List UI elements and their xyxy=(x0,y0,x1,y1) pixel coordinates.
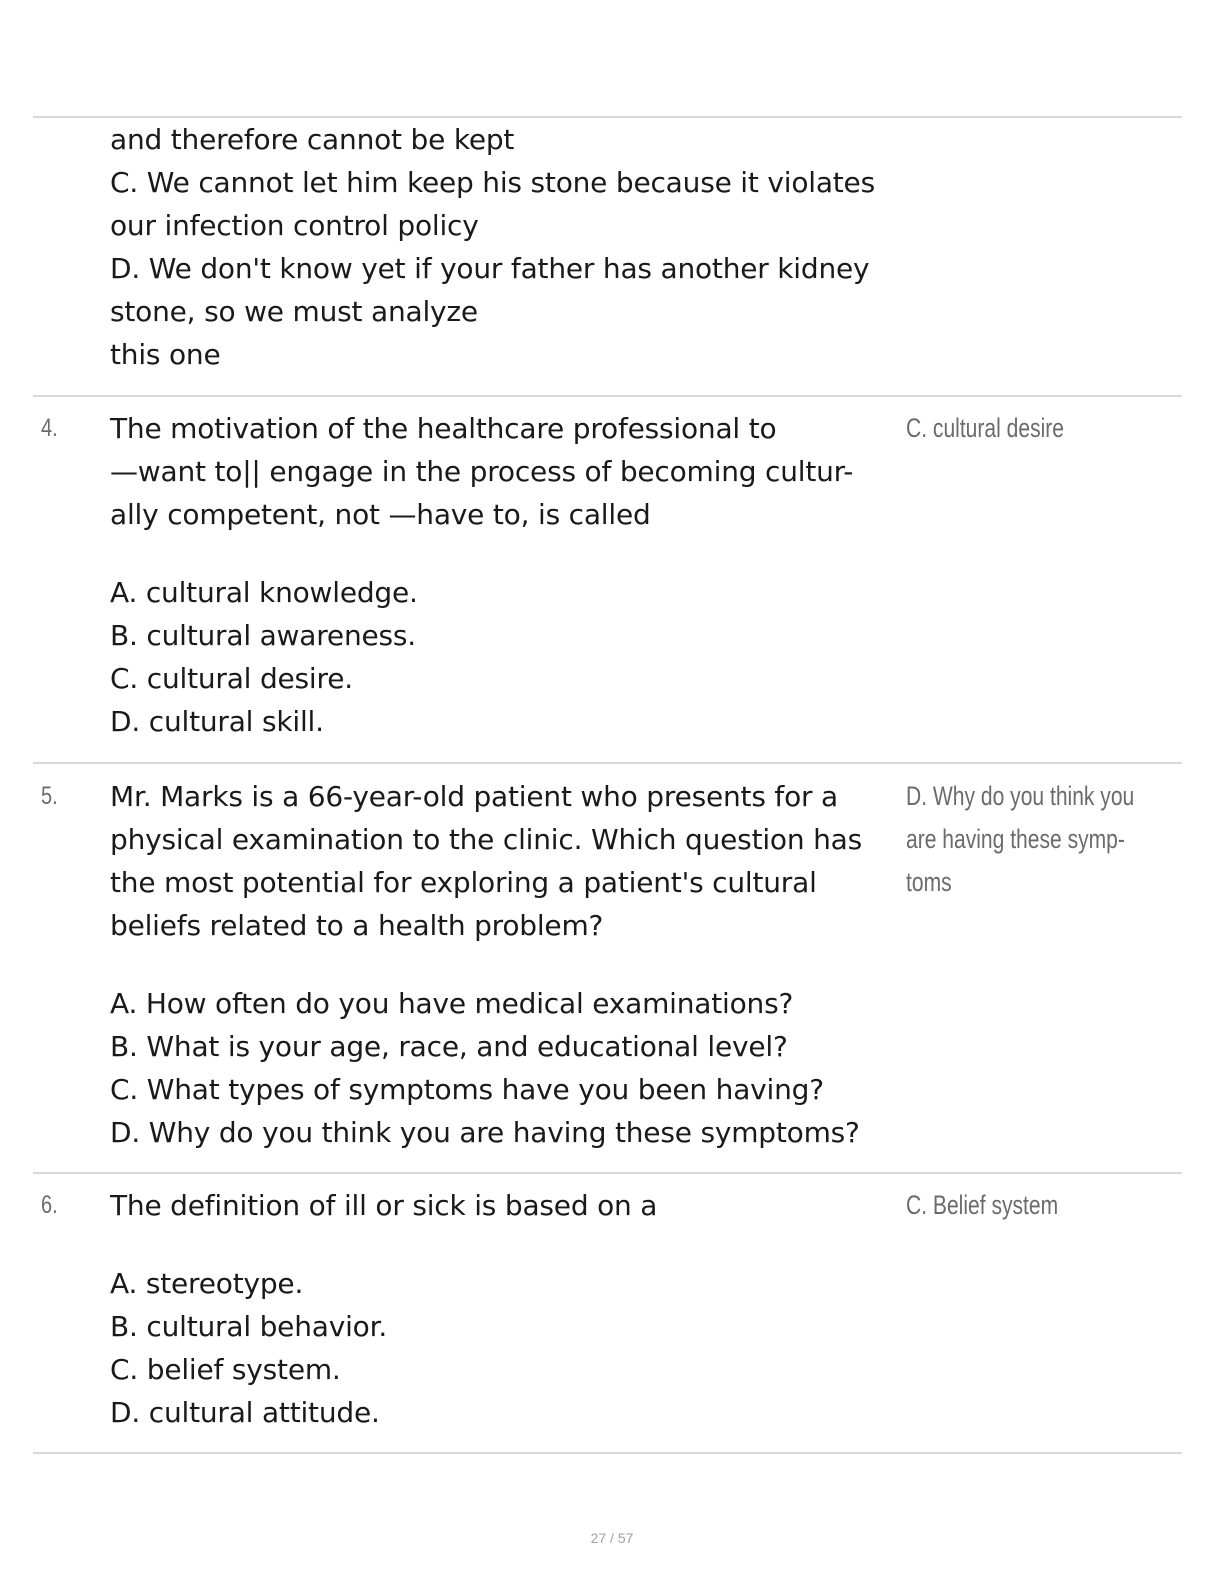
answer-line: toms xyxy=(906,867,952,897)
answer-line: C. Belief system xyxy=(906,1190,1059,1220)
option: A. stereotype. xyxy=(110,1267,304,1300)
option: B. cultural behavior. xyxy=(110,1310,388,1343)
question-number: 6. xyxy=(41,1191,58,1219)
option: B. What is your age, race, and educational level? xyxy=(110,1030,788,1063)
option: A. How often do you have medical examinations? xyxy=(110,987,794,1020)
text-line: stone, so we must analyze xyxy=(110,295,478,328)
option: D. cultural skill. xyxy=(110,705,324,738)
text-line: Mr. Marks is a 66-year-old patient who presents for a xyxy=(110,780,838,813)
option: C. cultural desire. xyxy=(110,662,353,695)
divider xyxy=(33,1452,1182,1454)
text-line: this one xyxy=(110,338,221,371)
text-line: beliefs related to a health problem? xyxy=(110,909,604,942)
answer-text xyxy=(906,775,1135,904)
option: C. belief system. xyxy=(110,1353,341,1386)
divider xyxy=(33,1172,1182,1174)
answer-text xyxy=(906,1184,1132,1227)
text-line: C. We cannot let him keep his stone because it violates xyxy=(110,166,875,199)
text-line: physical examination to the clinic. Which question has xyxy=(110,823,862,856)
page-number: 27 / 57 xyxy=(590,1530,634,1546)
question-number: 5. xyxy=(41,782,58,810)
divider xyxy=(33,762,1182,764)
question-number: 4. xyxy=(41,414,58,442)
question-text xyxy=(110,775,910,1154)
text-line: and therefore cannot be kept xyxy=(110,123,515,156)
text-line: D. We don't know yet if your father has another kidney xyxy=(110,252,870,285)
answer-line: are having these symp- xyxy=(906,824,1125,854)
text-line: the most potential for exploring a patient's cultural xyxy=(110,866,817,899)
option: D. cultural attitude. xyxy=(110,1396,380,1429)
text-line: The definition of ill or sick is based on a xyxy=(110,1189,658,1222)
option: C. What types of symptoms have you been having? xyxy=(110,1073,824,1106)
continuation-text xyxy=(110,118,910,376)
text-line: —want to|| engage in the process of becoming cultur- xyxy=(110,455,854,488)
answer-line: C. cultural desire xyxy=(906,413,1065,443)
option: B. cultural awareness. xyxy=(110,619,416,652)
text-line: ally competent, not —have to, is called xyxy=(110,498,651,531)
option: D. Why do you think you are having these symptoms? xyxy=(110,1116,860,1149)
question-text xyxy=(110,407,910,743)
text-line: our infection control policy xyxy=(110,209,479,242)
text-line: The motivation of the healthcare professional to xyxy=(110,412,777,445)
answer-text xyxy=(906,407,1132,450)
divider xyxy=(33,395,1182,397)
answer-line: D. Why do you think you xyxy=(906,781,1135,811)
question-text xyxy=(110,1184,910,1434)
option: A. cultural knowledge. xyxy=(110,576,418,609)
